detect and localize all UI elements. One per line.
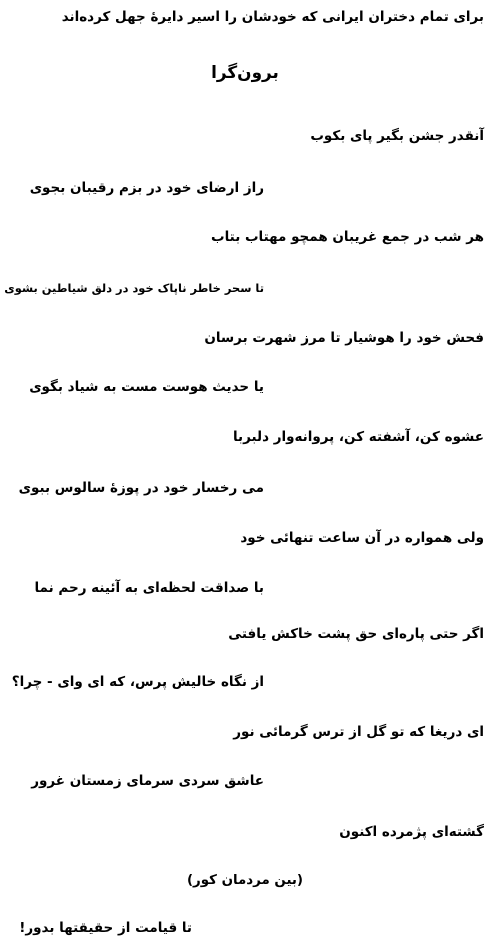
poem-title: برون‌گرا bbox=[211, 62, 279, 82]
poem-line: راز ارضای خود در بزم رقیبان بجوی bbox=[29, 180, 264, 196]
poem-line: فحش خود را هوشیار تا مرز شهرت برسان bbox=[204, 330, 484, 346]
poem-line: تا قیامت از حقیقتها بدور! bbox=[19, 920, 192, 936]
poem-line: با صداقت لحظه‌ای به آئینه رحم نما bbox=[34, 580, 264, 596]
poem-line: تا سحر خاطر ناپاک خود در دلق شیاطین بشوی bbox=[4, 281, 264, 295]
poem-line: گشته‌ای پژمرده اکنون bbox=[339, 824, 484, 840]
poem-line: یا حدیث هوست مست به شیاد بگوی bbox=[29, 379, 264, 395]
poem-line: می رخسار خود در پوزهٔ سالوس ببوی bbox=[18, 480, 264, 496]
poem-line: ولی همواره در آن ساعت تنهائی خود bbox=[240, 530, 484, 546]
poem-line: اگر حتی پاره‌ای حق پشت خاکش یافتی bbox=[228, 626, 484, 642]
poem-line: عشوه کن، آشفته کن، پروانه‌وار دلبربا bbox=[232, 429, 484, 445]
dedication: برای تمام دختران ایرانی که خودشان را اسیر دایرهٔ جهل کرده‌اند bbox=[61, 9, 484, 25]
poem-line: عاشق سردی سرمای زمستان غرور bbox=[31, 773, 264, 789]
poem-line: آنقدر جشن بگیر پای بکوب bbox=[310, 128, 484, 144]
poem-line: از نگاه خالیش پرس، که ای وای - چرا؟ bbox=[11, 674, 264, 690]
poem-line: ای دریغا که تو گل از ترس گرمائی نور bbox=[233, 724, 484, 740]
poem-line: (بین مردمان کور) bbox=[186, 873, 304, 888]
poem-line: هر شب در جمع غریبان همچو مهتاب بتاب bbox=[211, 229, 484, 245]
